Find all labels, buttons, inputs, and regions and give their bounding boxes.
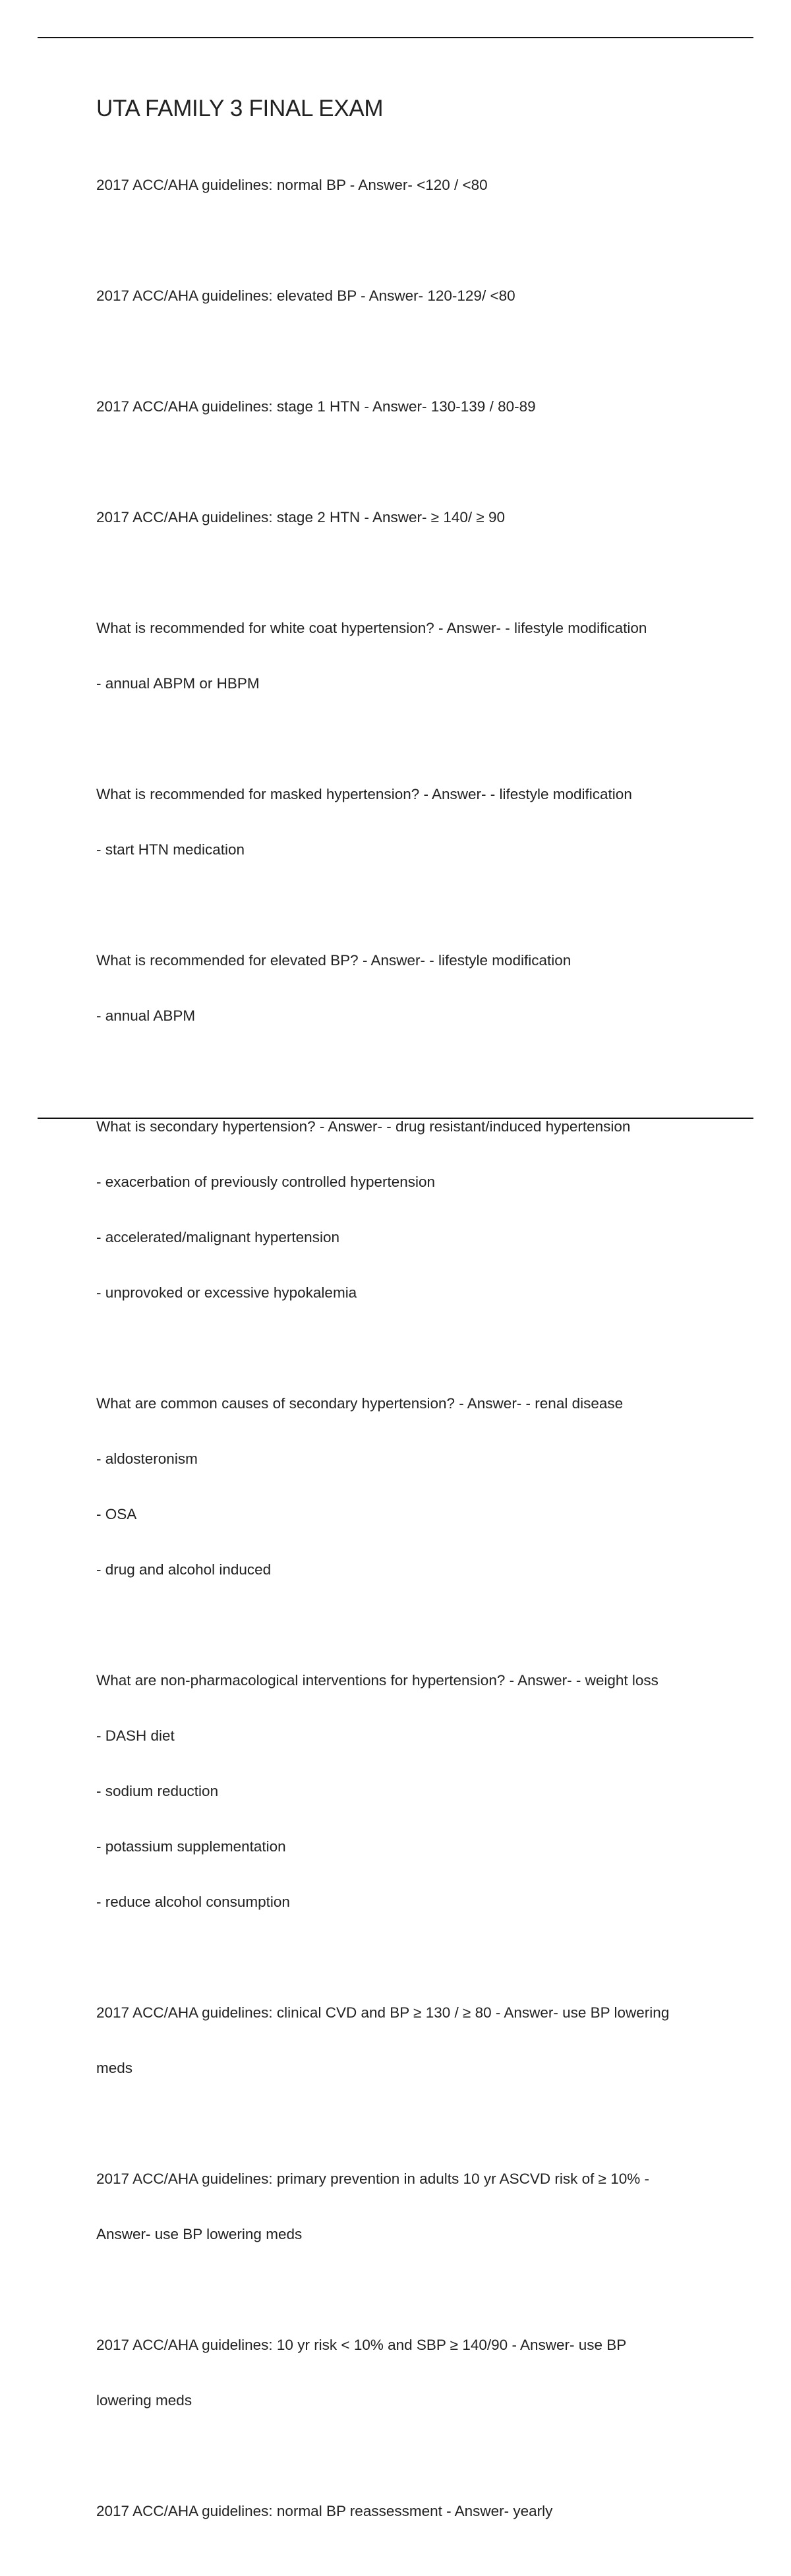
footer-divider [38, 1118, 753, 1119]
qa-line: What is recommended for white coat hypertension? - Answer- - lifestyle modification [96, 620, 647, 636]
qa-entry [96, 1634, 716, 1948]
qa-entry [96, 2299, 716, 2447]
qa-line: - DASH diet [96, 1727, 175, 1744]
qa-line: lowering meds [96, 2392, 192, 2409]
qa-line: - potassium supplementation [96, 1838, 286, 1855]
qa-line: Answer- use BP lowering meds [96, 2226, 303, 2242]
qa-line: 2017 ACC/AHA guidelines: elevated BP - Answer- 120-129/ <80 [96, 287, 515, 304]
qa-line: What are common causes of secondary hypertension? - Answer- - renal disease [96, 1395, 624, 1412]
qa-entry [96, 2465, 716, 2558]
qa-line: What are non-pharmacological interventions for hypertension? - Answer- - weight loss [96, 1672, 659, 1689]
qa-entry [96, 250, 716, 342]
qa-entry [96, 361, 716, 453]
qa-entry [96, 1358, 716, 1616]
qa-line: 2017 ACC/AHA guidelines: stage 1 HTN - Answer- 130-139 / 80-89 [96, 398, 536, 415]
qa-line: 2017 ACC/AHA guidelines: clinical CVD and BP ≥ 130 / ≥ 80 - Answer- use BP lowering [96, 2004, 670, 2021]
document-body [96, 93, 716, 2576]
qa-line: - drug and alcohol induced [96, 1561, 272, 1578]
qa-line: - start HTN medication [96, 841, 245, 858]
qa-line: 2017 ACC/AHA guidelines: normal BP reassessment - Answer- yearly [96, 2503, 553, 2519]
qa-line: 2017 ACC/AHA guidelines: stage 2 HTN - Answer- ≥ 140/ ≥ 90 [96, 509, 506, 525]
qa-entry [96, 139, 716, 231]
qa-line: What is secondary hypertension? - Answer- - drug resistant/induced hypertension [96, 1118, 631, 1135]
qa-line: - unprovoked or excessive hypokalemia [96, 1284, 357, 1301]
qa-line: - reduce alcohol consumption [96, 1894, 290, 1910]
qa-line: 2017 ACC/AHA guidelines: normal BP - Answer- <120 / <80 [96, 177, 488, 193]
header-divider [38, 37, 753, 38]
qa-line: What is recommended for masked hypertension? - Answer- - lifestyle modification [96, 786, 632, 802]
qa-line: 2017 ACC/AHA guidelines: primary prevention in adults 10 yr ASCVD risk of ≥ 10% - [96, 2171, 649, 2187]
qa-line: - annual ABPM [96, 1007, 196, 1024]
qa-entry [96, 582, 716, 730]
qa-line: - sodium reduction [96, 1783, 219, 1799]
qa-line: meds [96, 2060, 133, 2076]
qa-entry [96, 914, 716, 1062]
qa-entry [96, 2133, 716, 2281]
qa-entry [96, 1081, 716, 1339]
qa-line: 2017 ACC/AHA guidelines: 10 yr risk < 10% and SBP ≥ 140/90 - Answer- use BP [96, 2337, 627, 2353]
qa-line: - OSA [96, 1506, 137, 1522]
document-title: UTA FAMILY 3 FINAL EXAM [96, 96, 384, 121]
qa-line: - aldosteronism [96, 1451, 198, 1467]
qa-line: - exacerbation of previously controlled hypertension [96, 1174, 436, 1190]
qa-entry [96, 748, 716, 896]
qa-entry [96, 471, 716, 564]
qa-line: - accelerated/malignant hypertension [96, 1229, 339, 1245]
qa-line: - annual ABPM or HBPM [96, 675, 260, 692]
qa-line: What is recommended for elevated BP? - Answer- - lifestyle modification [96, 952, 571, 969]
qa-entry [96, 1967, 716, 2114]
